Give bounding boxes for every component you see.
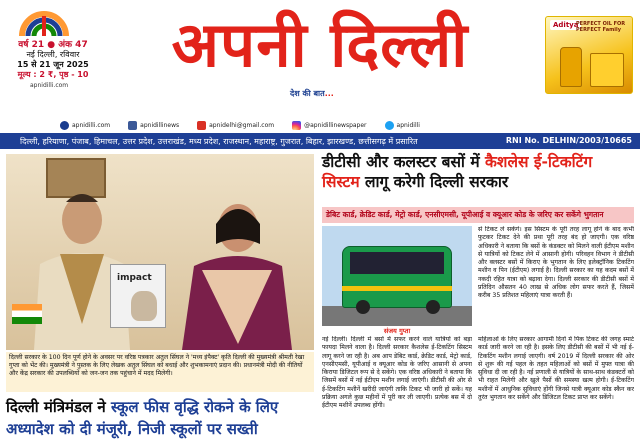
social-links-bar xyxy=(0,118,640,132)
issue-dates: 15 से 21 जून 2025 xyxy=(17,60,89,69)
social-instagram-label: @apnidillinewspaper xyxy=(304,121,367,129)
story2-headline-part3: अध्यादेश को दी मंजूरी, निजी स्कूलों पर सख्ती xyxy=(6,420,258,438)
story1-headline-part2: कैशलेस xyxy=(485,153,529,171)
story1-headline[interactable] xyxy=(322,152,634,192)
volume-number: वर्ष 21 ● अंक 47 xyxy=(18,40,88,50)
bus-stripe xyxy=(342,286,452,291)
social-facebook-label: apnidillinews xyxy=(140,121,180,129)
rni-number: RNI No. DELHIN/2003/10665 xyxy=(505,136,632,145)
story1-column-1: से टिकट ले सकेंगे। इस सिस्टम के पूरी तरह लागू होने के बाद कभी फुटकर टिकट देने की प्रथा पूरी तरह बंद हो जाएगी। एक वरिष्ठ अधिकारी ने बताया कि बसों के कंडक्टर को मिलने वाली ईटीएम मशीन से यात्रियों को टिकट लेने में आसानी होगी। परिवहन विभाग ने डीटीसी और क्लस्टर बसों में किराए के भुगतान के लिए इलेक्ट्रॉनिक टिकटिंग मशीन व पिन (ईटीएम) लगाई है। दिल्ली सरकार का यह कदम बसों में नकदी रहित यात्रा को बढ़ावा देगा। दिल्ली सरकार की डीटीसी बसों में प्रतिदिन औसतन 40 लाख से अधिक लोग सफर करते हैं, जिसमें करीब 35 प्रतिशत महिलाएं यात्रा करती हैं। xyxy=(478,226,634,300)
tagline-prefix: देश की बात xyxy=(290,89,325,98)
circulation-states-bar xyxy=(0,133,640,149)
bus-window xyxy=(350,252,444,274)
book-title: impact xyxy=(117,273,152,283)
social-facebook[interactable] xyxy=(128,121,179,130)
oil-bottle-icon xyxy=(560,47,582,87)
price-pages: मूल्य : 2 ₹, पृष्ठ - 10 xyxy=(17,70,89,79)
social-email-label: apnidelhi@gmail.com xyxy=(209,121,275,129)
tagline xyxy=(290,88,334,99)
social-website-label: apnidilli.com xyxy=(72,121,111,129)
story2-headline-part2: स्कूल फीस वृद्धि रोकने के लिए xyxy=(110,398,279,416)
story1-column-2: नई दिल्ली। दिल्ली में बसों में सफर करने वाले यात्रियों को बड़ा फायदा मिलने वाला है। दिल्ली सरकार कैशलेस ई-टिकटिंग सिस्टम लागू करने जा रही है। अब आप डेबिट कार्ड, क्रेडिट कार्ड, मेट्रो कार्ड, एनसीएमसी, यूपीआई व क्यूआर कोड के जरिए आसानी से अपना किराया डिजिटल रूप से दे सकेंगे। एक वरिष्ठ अधिकारी ने बताया कि जिसमें बसों में नई ईटीएम मशीन लगाई जाएंगी। डीटीसी की ओर से ई-टिकटिंग मशीनें खरीदी जाएंगी ताकि टिकट भी जारी हो सकें। यह प्रक्रिया अगले कुछ महीनों में पूरी कर ली जाएगी। प्रत्येक बस में दो ईटीएम मशीनें उपलब्ध होंगी। xyxy=(322,336,472,410)
social-twitter[interactable] xyxy=(385,121,420,130)
tagline-suffix: ... xyxy=(324,89,334,98)
story1-column-3: महिलाओं के लिए सरकार आगामी दिनों में पिंक टिकट की जगह स्मार्ट कार्ड जारी करने जा रही है। इसके लिए डीटीसी की बसों में भी नई ई-टिकटिंग मशीन लगाई जाएगी। वर्ष 2019 में दिल्ली सरकार की ओर से शुरू की गई पहल के तहत महिलाओं को बसों में मुफ्त यात्रा की सुविधा दी जा रही है। नई प्रणाली से यात्रियों के साथ-साथ कंडक्टरों को भी राहत मिलेगी और खुले पैसों की समस्या खत्म होगी। ई-टिकटिंग मशीनों में आधुनिक सुविधाएं होंगी जिनसे यात्री क्यूआर कोड स्कैन कर तुरंत भुगतान कर सकेंगे और डिजिटल टिकट प्राप्त कर सकेंगे। xyxy=(478,336,634,402)
indian-flag-icon xyxy=(12,304,42,324)
twitter-icon xyxy=(385,121,394,130)
newspaper-logo-icon xyxy=(18,6,70,40)
social-twitter-label: apnidilli xyxy=(396,121,420,129)
photo-caption: दिल्ली सरकार के 100 दिन पूर्ण होने के अवसर पर वरिष्ठ पत्रकार अतुल सिंघल ने 'मध्य इंपैक्ट' कृति दिल्ली की मुख्यमंत्री श्रीमती रेखा गुप्ता को भेंट की। मुख्यमंत्री ने पुस्तक के लिए लेखक अतुल सिंघल को बधाई और शुभकामनाएं प्रदान की। प्रधानमंत्री मोदी की नीतियों और केंद्र सरकार की उपलब्धियों को जन-जन तक पहुंचाने में मदद मिलेगी। xyxy=(6,352,314,392)
social-instagram[interactable] xyxy=(292,121,366,130)
masthead xyxy=(0,0,640,118)
bus-wheel-icon xyxy=(356,300,370,314)
book-cover xyxy=(110,264,166,328)
oil-tin-icon xyxy=(590,53,624,87)
social-email[interactable] xyxy=(197,121,274,130)
circulation-states: दिल्ली, हरियाणा, पंजाब, हिमाचल, उत्तर प्रदेश, उत्तराखंड, मध्य प्रदेश, राजस्थान, महाराष्ट्र, गुजरात, बिहार, झारखण्ड, छत्तीसगढ़ में प्रसारित xyxy=(20,136,418,146)
bus-wheel-icon xyxy=(426,300,440,314)
place-day: नई दिल्ली, रविवार xyxy=(26,50,80,59)
news-photo xyxy=(6,154,314,350)
story1-headline-part1: डीटीसी और कलस्टर बसों में xyxy=(322,153,480,171)
site-url-small[interactable]: apnidilli.com xyxy=(30,82,69,89)
newspaper-title: अपनी दिल्ली xyxy=(171,8,469,81)
road xyxy=(322,306,472,326)
story2-headline[interactable] xyxy=(6,396,314,440)
www-icon xyxy=(60,121,69,130)
bus-photo xyxy=(322,226,472,326)
oil-advertisement[interactable] xyxy=(545,16,633,94)
story1-byline: संजय गुप्ता xyxy=(383,327,411,335)
social-website[interactable] xyxy=(60,121,110,130)
mail-icon xyxy=(197,121,206,130)
facebook-icon xyxy=(128,121,137,130)
ad-brand: Aditya xyxy=(550,20,581,30)
issue-info xyxy=(8,40,98,80)
story2-headline-part1: दिल्ली मंत्रिमंडल ने xyxy=(6,398,106,416)
woman-figure-icon xyxy=(176,194,296,350)
story1-subhead: डेबिट कार्ड, क्रेडिट कार्ड, मेट्रो कार्ड, एनसीएमसी, यूपीआई व क्यूआर कोड के जरिए कर सकेंगे भुगतान xyxy=(322,207,634,223)
instagram-icon xyxy=(292,121,301,130)
book-portrait xyxy=(131,291,157,321)
story1-headline-part4: लागू करेगी दिल्ली सरकार xyxy=(365,173,509,191)
ad-text: PERFECT OIL FOR PERFECT Family xyxy=(576,21,626,33)
story1-headline-part3: ई-टिकटिंग सिस्टम xyxy=(322,153,593,191)
